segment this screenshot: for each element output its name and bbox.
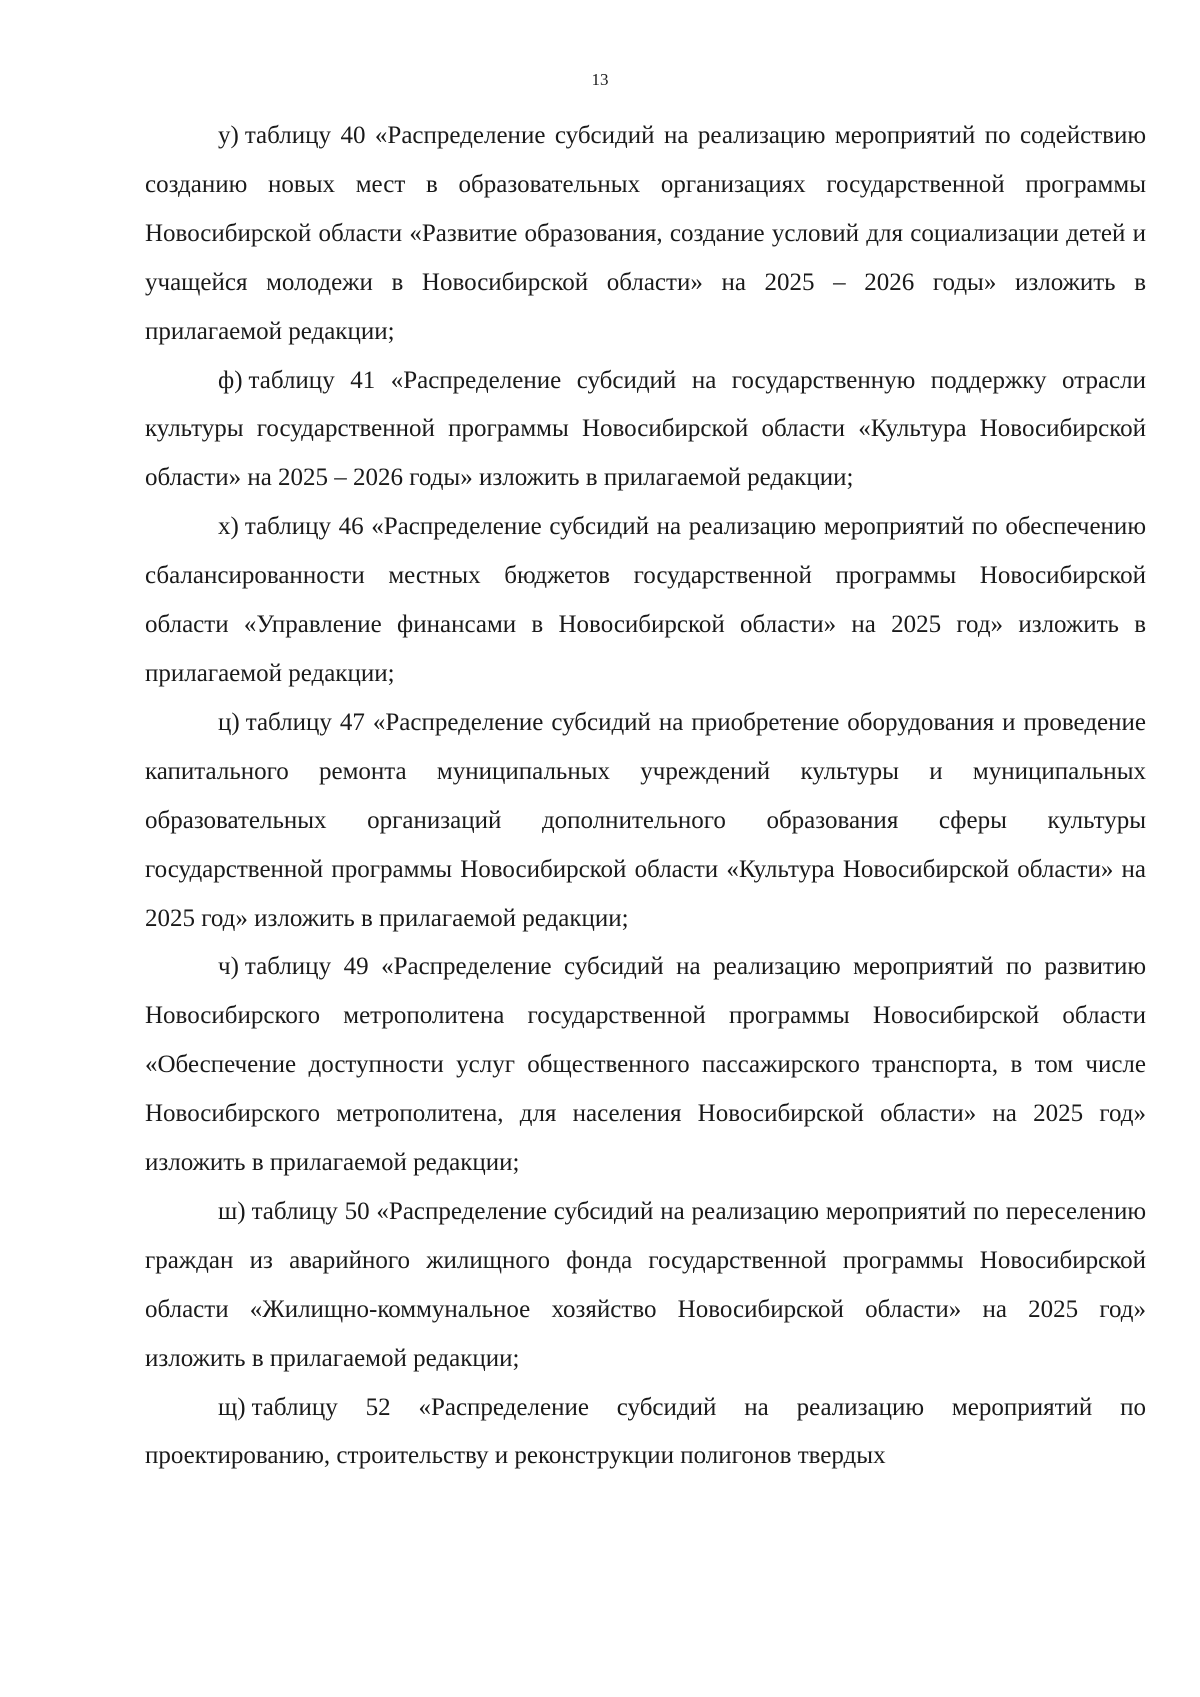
- list-item-u: [145, 112, 1146, 357]
- item-marker: щ): [218, 1393, 246, 1421]
- item-text: таблицу 41 «Распределение субсидий на государственную поддержку отрасли культуры государственной программы Новосибирской области «Культура Новосибирской области» на 2025 – 2026 годы» изложить в прилагаемой редакции;: [145, 366, 1146, 492]
- item-marker: ч): [218, 953, 239, 981]
- list-item-ch: [145, 943, 1146, 1188]
- item-marker: ш): [218, 1197, 246, 1225]
- item-text: таблицу 46 «Распределение субсидий на реализацию мероприятий по обеспечению сбалансированности местных бюджетов государственной программы Новосибирской области «Управление финансами в Новосибирской области» на 2025 год» изложить в прилагаемой редакции;: [145, 513, 1146, 687]
- item-text: таблицу 47 «Распределение субсидий на приобретение оборудования и проведение капитального ремонта муниципальных учреждений культуры и муниципальных образовательных организаций дополнительного образования сферы культуры государственной программы Новосибирской области «Культура Новосибирской области» на 2025 год» изложить в прилагаемой редакции;: [145, 708, 1146, 932]
- list-item-shch: [145, 1384, 1146, 1482]
- list-item-f: [145, 357, 1146, 504]
- item-marker: ц): [218, 708, 240, 736]
- item-marker: ф): [218, 366, 243, 394]
- list-item-kh: [145, 503, 1146, 699]
- list-item-sh: [145, 1188, 1146, 1384]
- item-marker: х): [218, 513, 239, 541]
- list-item-ts: [145, 699, 1146, 944]
- item-marker: у): [218, 122, 239, 149]
- page-number: 13: [591, 70, 609, 89]
- item-text: таблицу 40 «Распределение субсидий на реализацию мероприятий по содействию созданию новых мест в образовательных организациях государственной программы Новосибирской области «Развитие образования, создание условий для социализации детей и учащейся молодежи в Новосибирской области» на 2025 – 2026 годы» изложить в прилагаемой редакции;: [145, 122, 1146, 345]
- item-text: таблицу 49 «Распределение субсидий на реализацию мероприятий по развитию Новосибирского метрополитена государственной программы Новосибирской области «Обеспечение доступности услуг общественного пассажирского транспорта, в том числе Новосибирского метрополитена, для населения Новосибирской области» на 2025 год» изложить в прилагаемой редакции;: [145, 953, 1146, 1177]
- item-text: таблицу 50 «Распределение субсидий на реализацию мероприятий по переселению граждан из аварийного жилищного фонда государственной программы Новосибирской области «Жилищно-коммунальное хозяйство Новосибирской области» на 2025 год» изложить в прилагаемой редакции;: [145, 1197, 1146, 1372]
- document-body: [145, 112, 1146, 1481]
- item-text: таблицу 52 «Распределение субсидий на реализацию мероприятий по проектированию, строительству и реконструкции полигонов твердых: [145, 1393, 1146, 1470]
